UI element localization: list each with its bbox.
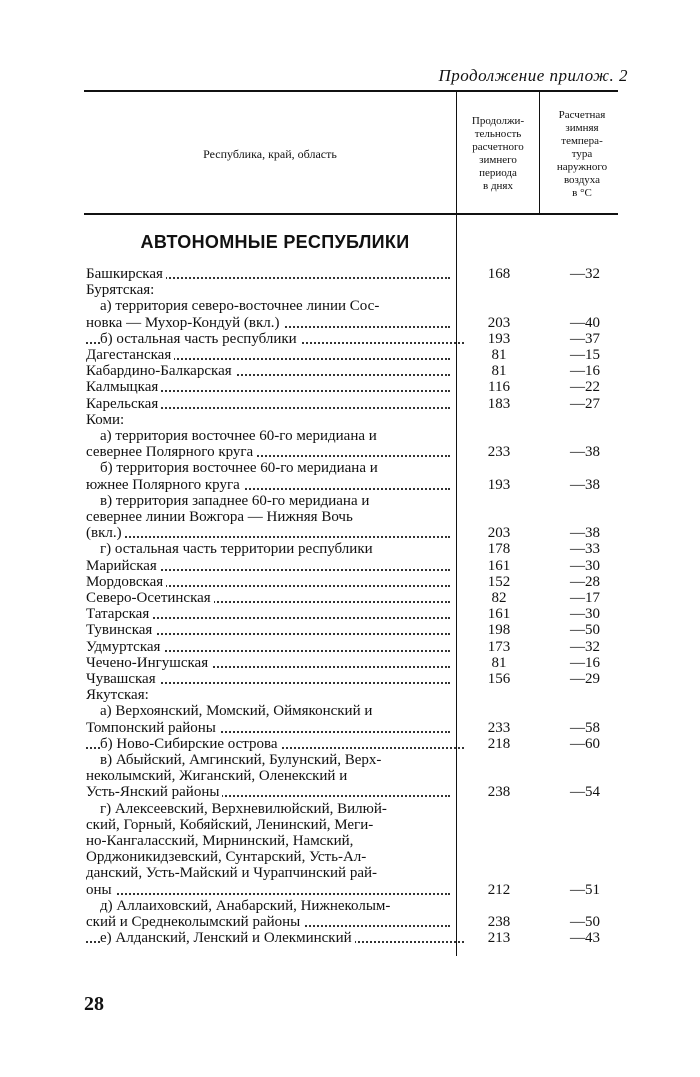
- header-bottom-rule: [84, 213, 618, 215]
- duration-days-value: 152: [487, 573, 511, 590]
- line-text: в) территория западнее 60-го меридиана и: [100, 493, 372, 509]
- table-line: [86, 817, 450, 833]
- duration-days-value: 173: [487, 638, 511, 655]
- table-line: [86, 736, 464, 752]
- line-text: Калмыцкая: [86, 379, 161, 395]
- table-line: [86, 347, 450, 363]
- duration-header-line: Продолжи-: [471, 115, 525, 127]
- duration-header-line: зимнего: [479, 154, 517, 166]
- dot-leader: [86, 536, 450, 538]
- duration-days-value: 218: [487, 735, 511, 752]
- temperature-value: —16: [570, 654, 600, 671]
- temperature-header-line: в °C: [572, 187, 592, 199]
- line-text: ский, Горный, Кобяйский, Ленинский, Меги-: [86, 817, 376, 833]
- duration-header-line: в днях: [483, 180, 513, 192]
- temperature-value: —27: [570, 395, 600, 412]
- temperature-value: —32: [570, 266, 600, 282]
- temperature-header-line: зимняя: [565, 122, 599, 134]
- table-line: [86, 428, 464, 444]
- temperature-value: —54: [570, 784, 600, 801]
- line-text: г) остальная часть территории республики: [100, 541, 376, 557]
- temperature-value: —28: [570, 573, 600, 590]
- table-line: [86, 720, 450, 736]
- temperature-value: —32: [570, 638, 600, 655]
- table-top-rule: [84, 90, 618, 92]
- temperature-value: —30: [570, 606, 600, 623]
- table-line: [86, 833, 450, 849]
- line-text: неколымский, Жиганский, Оленекский и: [86, 768, 350, 784]
- duration-days-value: 203: [487, 314, 511, 331]
- duration-days-value: 193: [487, 330, 511, 347]
- table-line: [86, 671, 450, 687]
- column-divider-2: [539, 90, 540, 215]
- duration-days-value: 203: [487, 525, 511, 542]
- line-text: а) территория восточнее 60-го меридиана и: [100, 428, 380, 444]
- table-line: [86, 639, 450, 655]
- table-line: [86, 849, 450, 865]
- table-line: [86, 703, 464, 719]
- duration-days-value: 178: [487, 541, 511, 558]
- column-divider-1: [456, 90, 457, 956]
- table-line: [86, 525, 450, 541]
- line-text: Кабардино-Балкарская: [86, 363, 235, 379]
- line-text: Татарская: [86, 606, 152, 622]
- table-line: [86, 493, 464, 509]
- duration-header-line: периода: [479, 167, 517, 179]
- duration-days-value: 233: [487, 444, 511, 461]
- temperature-value: —29: [570, 671, 600, 687]
- table-line: [86, 590, 450, 606]
- duration-days-value: 81: [491, 654, 507, 671]
- line-text: Карельская: [86, 396, 161, 412]
- temperature-value: —38: [570, 444, 600, 461]
- line-text: Северо-Осетинская: [86, 590, 214, 606]
- table-line: [86, 298, 464, 314]
- table-line: [86, 509, 450, 525]
- line-text: Башкирская: [86, 266, 166, 282]
- temperature-header-line: темпера-: [561, 135, 603, 147]
- table-line: [86, 882, 450, 898]
- line-text: Марийская: [86, 558, 160, 574]
- line-text: данский, Усть-Майский и Чурапчинский рай-: [86, 865, 380, 881]
- temperature-value: —50: [570, 914, 600, 930]
- line-text: Чувашская: [86, 671, 159, 687]
- line-text: Усть-Янский районы: [86, 784, 222, 800]
- continuation-header: Продолжение прилож. 2: [438, 66, 628, 85]
- duration-days-value: 212: [487, 881, 511, 898]
- section-title: АВТОНОМНЫЕ РЕСПУБЛИКИ: [140, 232, 410, 252]
- duration-days-value: 238: [487, 914, 511, 930]
- temperature-header-line: тура: [571, 148, 593, 160]
- line-text: оны: [86, 882, 115, 898]
- table-line: [86, 655, 450, 671]
- table-line: [86, 574, 450, 590]
- line-text: Удмуртская: [86, 639, 163, 655]
- line-text: в) Абыйский, Амгинский, Булунский, Верх-: [100, 752, 384, 768]
- temperature-value: —58: [570, 719, 600, 736]
- table-line: [86, 622, 450, 638]
- temperature-header-line: наружного: [556, 161, 608, 173]
- line-text: б) территория восточнее 60-го меридиана и: [100, 460, 381, 476]
- line-text: а) территория северо-восточнее линии Сос-: [100, 298, 382, 314]
- duration-days-value: 193: [487, 476, 511, 493]
- temperature-value: —40: [570, 314, 600, 331]
- temperature-value: —17: [570, 590, 600, 606]
- line-text: (вкл.): [86, 525, 125, 541]
- table-line: [86, 331, 464, 347]
- line-text: новка — Мухор-Кондуй (вкл.): [86, 315, 283, 331]
- temperature-value: —60: [570, 735, 600, 752]
- duration-days-value: 161: [487, 557, 511, 574]
- line-text: Томпонский районы: [86, 720, 219, 736]
- temperature-value: —22: [570, 379, 600, 396]
- line-text: но-Кангаласский, Мирнинский, Намский,: [86, 833, 356, 849]
- table-line: [86, 412, 450, 428]
- line-text: Якутская:: [86, 687, 152, 703]
- duration-days-value: 238: [487, 784, 511, 801]
- duration-days-value: 116: [488, 379, 510, 396]
- table-line: [86, 282, 450, 298]
- table-line: [86, 363, 450, 379]
- duration-days-value: 81: [491, 363, 507, 380]
- line-text: севернее Полярного круга: [86, 444, 256, 460]
- temperature-value: —33: [570, 541, 600, 558]
- line-text: д) Аллаиховский, Анабарский, Нижнеколым-: [100, 898, 393, 914]
- duration-days-value: 82: [491, 590, 507, 606]
- temperature-value: —15: [570, 347, 600, 363]
- duration-column-header: [458, 115, 538, 193]
- line-text: Коми:: [86, 412, 127, 428]
- line-text: е) Алданский, Ленский и Олекминский: [100, 930, 355, 946]
- duration-days-value: 168: [487, 266, 511, 282]
- temperature-value: —16: [570, 363, 600, 380]
- duration-days-value: 198: [487, 622, 511, 639]
- table-line: [86, 752, 464, 768]
- temperature-value: —43: [570, 930, 600, 947]
- table-line: [86, 396, 450, 412]
- page-number: 28: [84, 993, 104, 1015]
- table-line: [86, 898, 464, 914]
- table-line: [86, 444, 450, 460]
- duration-days-value: 183: [487, 395, 511, 412]
- temperature-value: —50: [570, 622, 600, 639]
- table-line: [86, 541, 464, 557]
- duration-days-value: 161: [487, 606, 511, 623]
- temperature-value: —38: [570, 476, 600, 493]
- line-text: б) остальная часть республики: [100, 331, 300, 347]
- line-text: ский и Среднеколымский районы: [86, 914, 303, 930]
- temperature-header-line: Расчетная: [558, 109, 606, 121]
- table-line: [86, 687, 450, 703]
- table-line: [86, 477, 450, 493]
- line-text: Мордовская: [86, 574, 166, 590]
- table-line: [86, 801, 464, 817]
- line-text: севернее линии Вожгора — Нижняя Вочь: [86, 509, 356, 525]
- table-line: [86, 315, 450, 331]
- duration-header-line: расчетного: [472, 141, 524, 153]
- line-text: б) Ново-Сибирские острова: [100, 736, 281, 752]
- line-text: а) Верхоянский, Момский, Оймяконский и: [100, 703, 375, 719]
- table-line: [86, 606, 450, 622]
- table-line: [86, 558, 450, 574]
- line-text: Дагестанская: [86, 347, 174, 363]
- temperature-value: —37: [570, 330, 600, 347]
- temperature-value: —38: [570, 525, 600, 542]
- dot-leader: [86, 893, 450, 895]
- table-line: [86, 930, 464, 946]
- duration-days-value: 233: [487, 719, 511, 736]
- line-text: Бурятская:: [86, 282, 157, 298]
- table-line: [86, 460, 464, 476]
- line-text: южнее Полярного круга: [86, 477, 243, 493]
- table-line: [86, 266, 450, 282]
- line-text: г) Алексеевский, Верхневилюйский, Вилюй-: [100, 801, 390, 817]
- temperature-value: —30: [570, 557, 600, 574]
- line-text: Тувинская: [86, 622, 155, 638]
- table-line: [86, 768, 450, 784]
- region-column-header: Республика, край, область: [203, 147, 337, 161]
- duration-header-line: тельность: [474, 128, 522, 140]
- line-text: Орджоникидзевский, Сунтарский, Усть-Ал-: [86, 849, 369, 865]
- table-line: [86, 379, 450, 395]
- table-line: [86, 865, 450, 881]
- table-line: [86, 914, 450, 930]
- duration-days-value: 213: [487, 930, 511, 947]
- line-text: Чечено-Ингушская: [86, 655, 211, 671]
- table-line: [86, 784, 450, 800]
- duration-days-value: 81: [491, 347, 507, 363]
- temperature-header-line: воздуха: [563, 174, 601, 186]
- temperature-value: —51: [570, 881, 600, 898]
- duration-days-value: 156: [487, 671, 511, 687]
- temperature-column-header: [541, 109, 623, 200]
